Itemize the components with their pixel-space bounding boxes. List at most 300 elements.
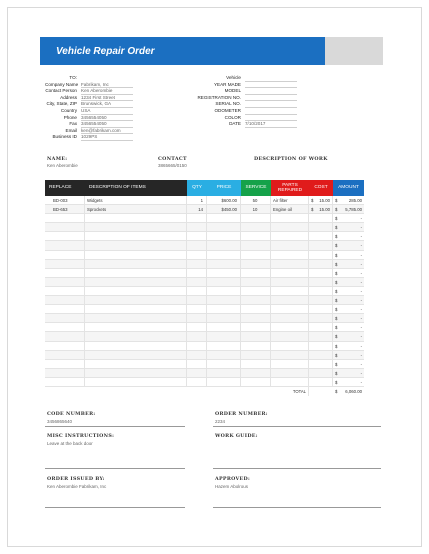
misc-instructions-label: MISC INSTRUCTIONS: (47, 433, 115, 439)
cell-amount (333, 360, 364, 369)
empty-cell (241, 269, 271, 278)
cell-qty: 14 (187, 205, 207, 214)
empty-cell (271, 323, 309, 332)
contact-label: CONTACT (158, 156, 187, 162)
cost-value: 15.00 (319, 207, 330, 213)
empty-cell (309, 305, 333, 314)
customer-field-label: Phone (63, 114, 77, 120)
amount-currency: $ (335, 243, 338, 249)
cell-qty: 1 (187, 196, 207, 205)
empty-cell (45, 323, 85, 332)
vehicle-field-label: YEAR MADE (213, 81, 241, 87)
empty-cell (187, 287, 207, 296)
empty-cell (85, 232, 187, 241)
empty-cell (45, 241, 85, 250)
empty-cell (45, 296, 85, 305)
vehicle-field-value (245, 88, 297, 95)
empty-cell (271, 287, 309, 296)
customer-field-label: Email (65, 127, 77, 133)
vehicle-info (195, 75, 297, 128)
table-row (45, 260, 382, 269)
amount-currency: $ (335, 334, 338, 340)
empty-cell (45, 278, 85, 287)
empty-cell (187, 305, 207, 314)
work-guide-label: WORK GUIDE: (215, 433, 258, 439)
cell-service: 10 (241, 205, 271, 214)
customer-info (45, 75, 133, 141)
empty-cell (241, 296, 271, 305)
col-qty: QTY (187, 180, 207, 196)
col-description: DESCRIPTION OF ITEMS (85, 180, 187, 196)
col-cost: COST (309, 180, 333, 196)
table-row (45, 205, 382, 214)
customer-field-row (45, 134, 133, 141)
customer-field-value: ken@fabrikam.com (81, 128, 133, 135)
empty-cell (45, 260, 85, 269)
empty-cell (309, 287, 333, 296)
page-title: Vehicle Repair Order (40, 37, 325, 65)
empty-cell (207, 378, 241, 387)
empty-cell (207, 287, 241, 296)
amount-currency: $ (335, 298, 338, 304)
name-value: Ken Aberombie (47, 163, 78, 168)
amount-value: - (360, 334, 362, 340)
empty-cell (85, 260, 187, 269)
empty-cell (241, 342, 271, 351)
empty-cell (309, 369, 333, 378)
amount-value: - (360, 361, 362, 367)
table-row (45, 360, 382, 369)
empty-cell (271, 223, 309, 232)
amount-currency: $ (335, 198, 338, 203)
amount-value: - (360, 279, 362, 285)
vehicle-field-row (195, 88, 297, 95)
cell-amount (333, 269, 364, 278)
empty-cell (241, 360, 271, 369)
empty-cell (45, 342, 85, 351)
vehicle-field-row (195, 115, 297, 122)
total-label: TOTAL (271, 387, 309, 396)
amount-currency: $ (335, 352, 338, 358)
table-row (45, 314, 382, 323)
empty-cell (271, 278, 309, 287)
customer-field-row (45, 121, 133, 128)
table-row (45, 214, 382, 223)
order-number-value: 2234 (215, 419, 226, 424)
empty-cell (271, 241, 309, 250)
empty-cell (85, 332, 187, 341)
table-row (45, 296, 382, 305)
empty-cell (85, 351, 187, 360)
amount-currency: $ (335, 261, 338, 267)
cell-price: $600.00 (207, 196, 241, 205)
total-row (45, 387, 382, 396)
customer-field-row (45, 101, 133, 108)
empty-cell (85, 360, 187, 369)
empty-cell (271, 296, 309, 305)
amount-value: - (360, 352, 362, 358)
empty-cell (271, 332, 309, 341)
contact-value: 3865665/0150 (158, 163, 187, 168)
empty-cell (271, 269, 309, 278)
empty-cell (241, 214, 271, 223)
empty-cell (241, 323, 271, 332)
cell-amount (333, 241, 364, 250)
vehicle-field-value: 7/10/2017 (245, 121, 297, 128)
empty-cell (271, 214, 309, 223)
approved-value: Hazem Abolrous (215, 484, 249, 489)
table-row (45, 332, 382, 341)
empty-cell (241, 232, 271, 241)
empty-cell (187, 332, 207, 341)
empty-cell (309, 251, 333, 260)
empty-cell (207, 278, 241, 287)
amount-currency: $ (335, 252, 338, 258)
vehicle-field-value (245, 82, 297, 89)
amount-currency: $ (335, 216, 338, 222)
empty-cell (45, 287, 85, 296)
table-row (45, 323, 382, 332)
customer-field-label: Contact Person (45, 88, 77, 94)
empty-cell (45, 387, 85, 396)
empty-cell (85, 342, 187, 351)
cell-amount (333, 232, 364, 241)
empty-cell (45, 360, 85, 369)
empty-cell (241, 251, 271, 260)
empty-cell (271, 232, 309, 241)
empty-cell (309, 314, 333, 323)
misc-instructions-value: Leave at the back door (47, 441, 93, 446)
empty-cell (187, 342, 207, 351)
total-currency: $ (335, 388, 338, 394)
cell-amount (333, 205, 364, 214)
amount-value: - (360, 325, 362, 331)
empty-cell (207, 351, 241, 360)
empty-cell (85, 278, 187, 287)
empty-cell (207, 223, 241, 232)
cell-amount (333, 223, 364, 232)
empty-cell (309, 269, 333, 278)
customer-field-label: Country (60, 107, 77, 113)
cell-amount (333, 378, 364, 387)
cell-amount (333, 342, 364, 351)
amount-currency: $ (335, 307, 338, 313)
customer-field-row (45, 82, 133, 89)
table-row (45, 305, 382, 314)
cell-amount (333, 314, 364, 323)
amount-currency: $ (335, 288, 338, 294)
cell-replace: BD-003 (45, 196, 85, 205)
empty-cell (85, 214, 187, 223)
vehicle-field-label: DATE (229, 121, 241, 127)
total-value: 6,060.00 (345, 388, 362, 394)
cost-currency: $ (311, 198, 314, 203)
empty-cell (45, 305, 85, 314)
table-row (45, 369, 382, 378)
empty-cell (309, 241, 333, 250)
empty-cell (85, 323, 187, 332)
empty-cell (187, 241, 207, 250)
amount-value: - (360, 252, 362, 258)
empty-cell (271, 251, 309, 260)
empty-cell (207, 342, 241, 351)
vehicle-field-value (245, 95, 297, 102)
amount-value: - (360, 243, 362, 249)
vehicle-field-label: MODEL (224, 88, 241, 94)
empty-cell (45, 214, 85, 223)
empty-cell (241, 241, 271, 250)
empty-cell (241, 369, 271, 378)
vehicle-field-value (245, 75, 297, 82)
empty-cell (45, 369, 85, 378)
amount-value: - (360, 216, 362, 222)
table-row (45, 378, 382, 387)
empty-cell (207, 323, 241, 332)
amount-currency: $ (335, 207, 338, 213)
empty-cell (271, 305, 309, 314)
empty-cell (45, 378, 85, 387)
vehicle-field-row (195, 121, 297, 128)
empty-cell (241, 305, 271, 314)
cell-parts: Engine oil (271, 205, 309, 214)
empty-cell (309, 296, 333, 305)
cell-service: 50 (241, 196, 271, 205)
empty-cell (309, 387, 333, 396)
empty-cell (309, 332, 333, 341)
empty-cell (207, 360, 241, 369)
amount-value: - (360, 370, 362, 376)
amount-value: 5,785.00 (345, 207, 362, 213)
total-amount (333, 387, 364, 396)
table-body (45, 196, 382, 396)
customer-field-label: City, State, ZIP (46, 101, 77, 107)
col-price: PRICE (207, 180, 241, 196)
empty-cell (309, 342, 333, 351)
customer-field-label: Address (60, 94, 77, 100)
empty-cell (271, 360, 309, 369)
code-number-value: 3456865640 (47, 419, 73, 424)
customer-field-label: Fax (69, 121, 77, 127)
cell-amount (333, 369, 364, 378)
customer-field-value: 3456554050 (81, 115, 133, 122)
cell-cost (309, 205, 333, 214)
empty-cell (241, 287, 271, 296)
customer-field-value: 1029PS (81, 134, 133, 141)
table-row (45, 232, 382, 241)
empty-cell (45, 351, 85, 360)
table-row (45, 287, 382, 296)
cell-amount (333, 305, 364, 314)
empty-cell (309, 260, 333, 269)
amount-value: - (360, 343, 362, 349)
empty-cell (241, 223, 271, 232)
amount-value: - (360, 225, 362, 231)
amount-currency: $ (335, 316, 338, 322)
amount-value: - (360, 379, 362, 385)
empty-cell (309, 360, 333, 369)
empty-cell (187, 214, 207, 223)
empty-cell (271, 314, 309, 323)
cell-amount (333, 323, 364, 332)
customer-field-value: Brunswick, GA (81, 101, 133, 108)
vehicle-field-label: REGISTRATION NO. (197, 94, 241, 100)
code-number-label: CODE NUMBER: (47, 411, 96, 417)
empty-cell (309, 351, 333, 360)
cell-amount (333, 287, 364, 296)
customer-field-row (45, 108, 133, 115)
amount-currency: $ (335, 270, 338, 276)
empty-cell (187, 314, 207, 323)
order-issued-by-value: Ken Aberombie Fabrikam, Inc (47, 484, 107, 489)
customer-field-row (45, 95, 133, 102)
cell-replace: BD-653 (45, 205, 85, 214)
vehicle-field-row (195, 82, 297, 89)
cost-value: 15.00 (319, 198, 330, 203)
empty-cell (187, 360, 207, 369)
empty-cell (207, 387, 241, 396)
amount-value: - (360, 261, 362, 267)
empty-cell (45, 251, 85, 260)
customer-field-value: USA (81, 108, 133, 115)
empty-cell (45, 332, 85, 341)
customer-field-value: Ken Aberombie (81, 88, 133, 95)
amount-value: - (360, 234, 362, 240)
empty-cell (45, 223, 85, 232)
empty-cell (207, 241, 241, 250)
empty-cell (187, 323, 207, 332)
amount-value: - (360, 298, 362, 304)
cell-amount (333, 196, 364, 205)
title-accent-block (325, 37, 383, 65)
cell-amount (333, 260, 364, 269)
customer-field-value: 3456554050 (81, 121, 133, 128)
table-row (45, 196, 382, 205)
empty-cell (309, 232, 333, 241)
vehicle-field-label: SERIAL NO. (215, 101, 241, 107)
amount-value: 285.00 (348, 198, 362, 203)
empty-cell (309, 378, 333, 387)
empty-cell (309, 323, 333, 332)
approved-label: APPROVED: (215, 476, 251, 482)
empty-cell (187, 387, 207, 396)
vehicle-field-label: ODOMETER (214, 107, 241, 113)
empty-cell (241, 332, 271, 341)
amount-currency: $ (335, 370, 338, 376)
empty-cell (187, 232, 207, 241)
empty-cell (85, 296, 187, 305)
empty-cell (241, 387, 271, 396)
empty-cell (309, 223, 333, 232)
empty-cell (187, 251, 207, 260)
empty-cell (85, 269, 187, 278)
customer-field-label: Business ID (52, 134, 77, 140)
repair-items-table (45, 180, 382, 396)
amount-currency: $ (335, 343, 338, 349)
vehicle-field-value (245, 108, 297, 115)
order-issued-by-label: ORDER ISSUED BY: (47, 476, 105, 482)
empty-cell (207, 260, 241, 269)
col-amount: AMOUNT (333, 180, 364, 196)
empty-cell (271, 378, 309, 387)
empty-cell (207, 305, 241, 314)
empty-cell (45, 314, 85, 323)
empty-cell (241, 378, 271, 387)
vehicle-field-value (245, 101, 297, 108)
vehicle-field-label: COLOR (224, 114, 241, 120)
cell-description: Sprockets (85, 205, 187, 214)
vehicle-field-row (195, 95, 297, 102)
cell-amount (333, 296, 364, 305)
amount-currency: $ (335, 325, 338, 331)
order-number-label: ORDER NUMBER: (215, 411, 268, 417)
table-row (45, 241, 382, 250)
empty-cell (207, 296, 241, 305)
empty-cell (85, 251, 187, 260)
customer-field-row (45, 128, 133, 135)
empty-cell (187, 269, 207, 278)
col-replace: REPLACE (45, 180, 85, 196)
empty-cell (207, 232, 241, 241)
cell-parts: Air filter (271, 196, 309, 205)
cell-amount (333, 351, 364, 360)
table-row (45, 278, 382, 287)
amount-currency: $ (335, 279, 338, 285)
table-row (45, 251, 382, 260)
customer-field-row (45, 88, 133, 95)
empty-cell (271, 342, 309, 351)
amount-value: - (360, 307, 362, 313)
empty-cell (85, 387, 187, 396)
amount-currency: $ (335, 234, 338, 240)
empty-cell (207, 269, 241, 278)
empty-cell (309, 214, 333, 223)
customer-field-value: Fabrikam, Inc (81, 82, 133, 89)
empty-cell (187, 296, 207, 305)
cell-description: Widgets (85, 196, 187, 205)
empty-cell (85, 305, 187, 314)
empty-cell (207, 214, 241, 223)
vehicle-field-row (195, 75, 297, 82)
empty-cell (45, 232, 85, 241)
empty-cell (85, 241, 187, 250)
empty-cell (241, 314, 271, 323)
empty-cell (241, 278, 271, 287)
cell-amount (333, 214, 364, 223)
vehicle-field-label: Vehicle (226, 75, 241, 80)
table-header (45, 180, 382, 196)
name-label: NAME: (47, 156, 68, 162)
cell-cost (309, 196, 333, 205)
to-heading: TO: (69, 75, 77, 80)
empty-cell (187, 278, 207, 287)
cell-amount (333, 332, 364, 341)
customer-field-row (45, 115, 133, 122)
table-row (45, 223, 382, 232)
table-row (45, 342, 382, 351)
empty-cell (207, 332, 241, 341)
empty-cell (187, 260, 207, 269)
empty-cell (271, 369, 309, 378)
cell-price: $450.00 (207, 205, 241, 214)
empty-cell (45, 269, 85, 278)
empty-cell (241, 351, 271, 360)
table-row (45, 269, 382, 278)
empty-cell (187, 378, 207, 387)
amount-currency: $ (335, 225, 338, 231)
empty-cell (271, 351, 309, 360)
amount-currency: $ (335, 379, 338, 385)
empty-cell (241, 260, 271, 269)
